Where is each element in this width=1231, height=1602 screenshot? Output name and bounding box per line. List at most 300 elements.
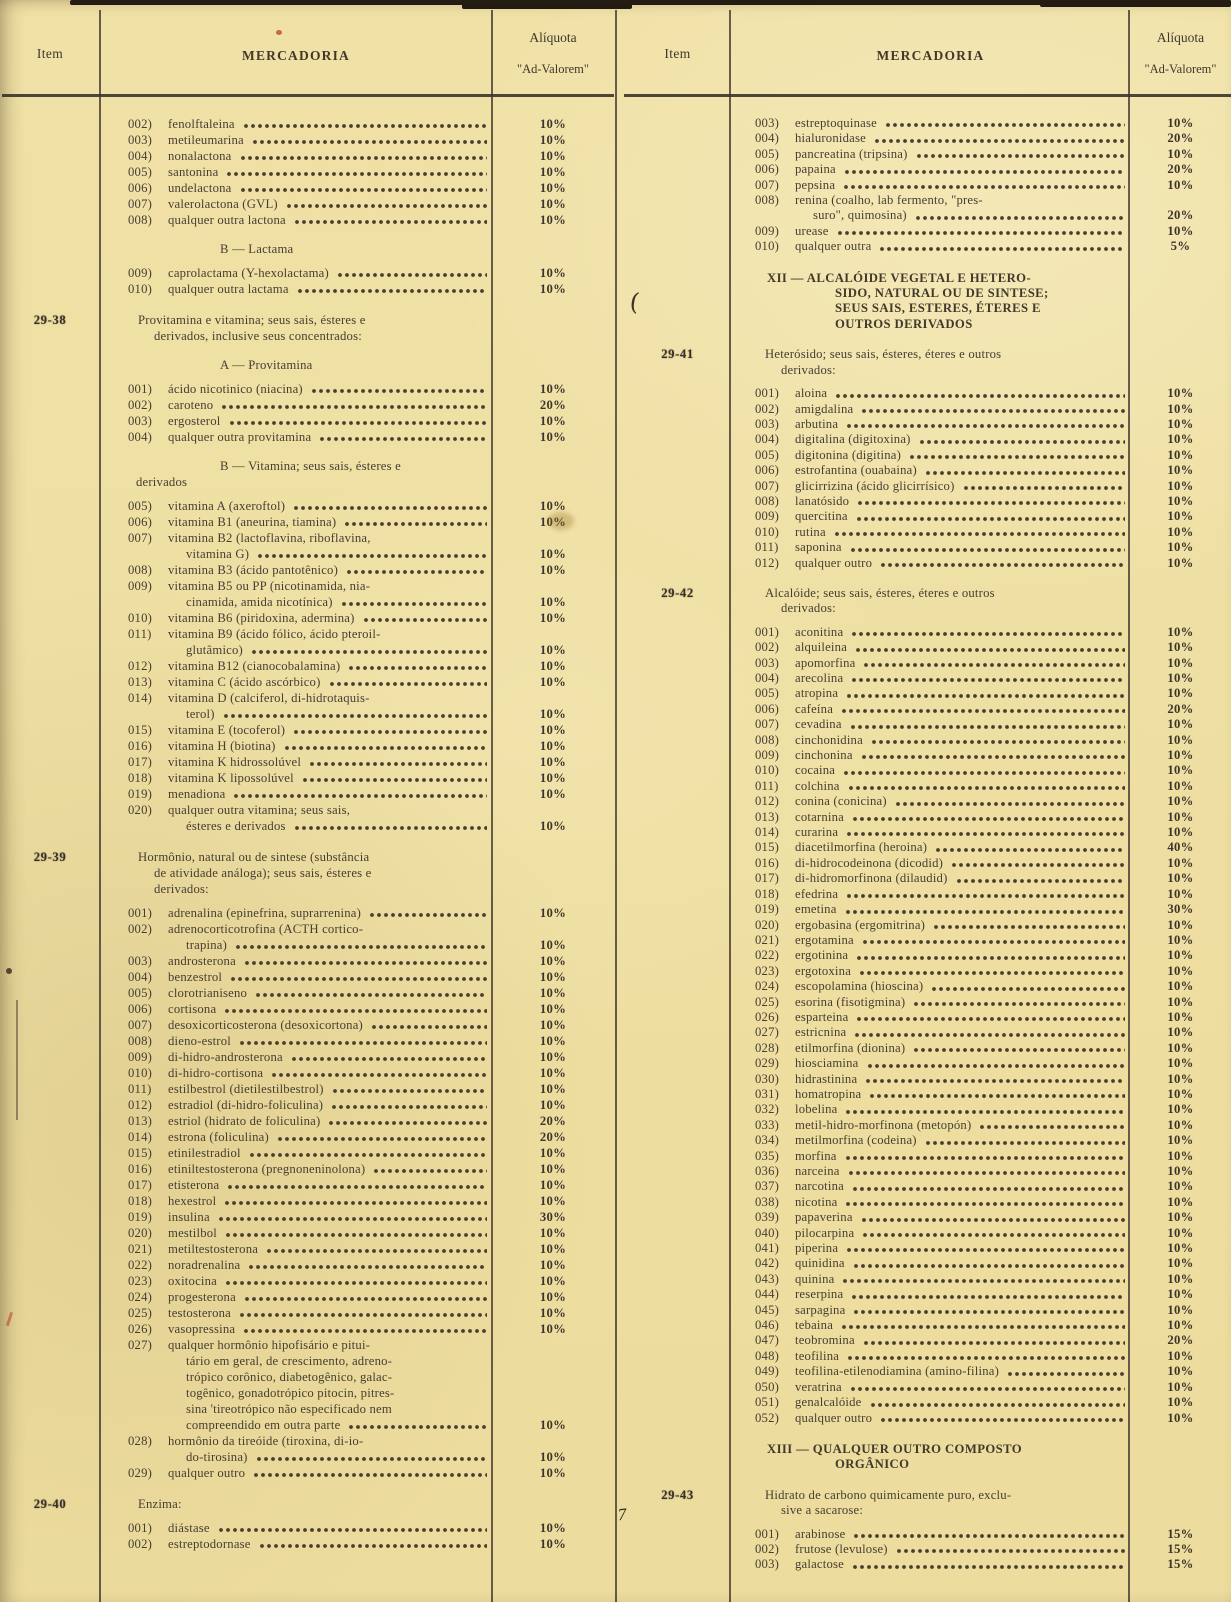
dotted-leader: [369, 912, 487, 918]
row-rate: 10%: [1167, 794, 1194, 809]
table-row-line: [624, 933, 1231, 948]
row-text: frutose (levulose): [795, 1541, 888, 1556]
table-row-line: [624, 856, 1231, 871]
row-rate: 10%: [539, 739, 567, 753]
row-number: 038): [755, 1194, 780, 1209]
dotted-leader: [373, 1168, 487, 1174]
table-row-line: [624, 763, 1231, 778]
row-number: 001): [755, 1526, 780, 1541]
table-row-line: [0, 905, 614, 921]
row-number: 005): [755, 146, 780, 161]
table-row-line: [624, 1411, 1231, 1426]
row-text: veratrina: [795, 1379, 842, 1394]
row-description: [731, 525, 1130, 540]
row-number: 021): [128, 1242, 153, 1256]
row-text: vitamina B6 (piridoxina, adermina): [168, 611, 355, 625]
row-description: [100, 865, 492, 881]
table-row-line: [0, 722, 614, 738]
row-text: androsterona: [168, 954, 236, 968]
dotted-leader: [916, 153, 1125, 159]
row-number: 006): [755, 162, 780, 177]
row-number: 019): [755, 902, 780, 917]
row-text: trópico corônico, diabetogênico, galac-: [186, 1370, 393, 1384]
row-number: 016): [128, 739, 153, 753]
row-number: 008): [128, 563, 153, 577]
row-number: 047): [755, 1333, 780, 1348]
row-rate: 10%: [1167, 1256, 1194, 1271]
row-description: [100, 1081, 492, 1097]
table-row-line: [0, 132, 614, 148]
row-text: alquileina: [795, 640, 848, 655]
row-text: dieno-estrol: [168, 1034, 232, 1048]
dotted-leader: [852, 1186, 1125, 1192]
table-row-line: [624, 1303, 1231, 1318]
table-row-line: [624, 1118, 1231, 1133]
table-row-line: [0, 1113, 614, 1129]
row-rate: 10%: [539, 499, 567, 513]
row-text: digitonina (digitina): [795, 447, 902, 462]
row-number: 009): [755, 509, 780, 524]
row-number: 004): [755, 432, 780, 447]
row-text: togênico, gonadotrópico pitocin, pitres-: [186, 1386, 395, 1400]
dotted-leader: [850, 547, 1125, 553]
dotted-leader: [880, 562, 1125, 568]
row-text: hidrastinina: [795, 1071, 858, 1086]
row-description: [731, 717, 1130, 732]
row-description: [100, 802, 492, 818]
dotted-leader: [846, 893, 1125, 899]
row-description: [100, 1113, 492, 1129]
dotted-leader: [845, 1109, 1125, 1115]
row-description: [100, 578, 492, 594]
dotted-leader: [933, 924, 1125, 930]
row-description: [100, 132, 492, 148]
dotted-leader: [979, 1124, 1125, 1130]
row-rate: 10%: [1167, 1225, 1194, 1240]
column-header-ad-valorem: "Ad-Valorem": [1144, 62, 1217, 76]
row-text: cinchonina: [795, 748, 853, 763]
dotted-leader: [344, 521, 487, 527]
row-text: estreptodornase: [168, 1537, 251, 1551]
row-description: [100, 610, 492, 626]
row-description: [100, 281, 492, 297]
row-text: cinchonidina: [795, 732, 863, 747]
row-description: [731, 1241, 1130, 1256]
row-number: 013): [128, 675, 153, 689]
row-description: [731, 1272, 1130, 1287]
row-text: diacetilmorfina (heroina): [795, 840, 928, 855]
table-row-line: [624, 1010, 1231, 1025]
row-description: [731, 979, 1130, 994]
row-rate: 10%: [1167, 116, 1194, 130]
table-row-line: [0, 578, 614, 594]
row-rate: 10%: [539, 266, 567, 280]
table-row-line: [624, 347, 1231, 362]
row-rate: 10%: [539, 1002, 567, 1016]
row-description: [100, 818, 492, 834]
table-row-line: [0, 1536, 614, 1552]
row-text: metilmorfina (codeina): [795, 1133, 917, 1148]
row-text: esparteina: [795, 1009, 849, 1024]
dotted-leader: [851, 677, 1125, 683]
row-text: hexestrol: [168, 1194, 217, 1208]
row-rate: 10%: [1167, 1348, 1194, 1363]
row-number: 042): [755, 1256, 780, 1271]
table-row-line: [624, 301, 1231, 316]
row-description: [100, 786, 492, 802]
row-number: 012): [755, 794, 780, 809]
dotted-leader: [845, 1155, 1125, 1161]
row-description: [731, 301, 1130, 316]
row-description: [731, 271, 1130, 286]
row-number: 025): [755, 994, 780, 1009]
row-description: [731, 432, 1130, 447]
table-row-line: [624, 417, 1231, 432]
row-description: [731, 748, 1130, 763]
dotted-leader: [227, 1184, 487, 1190]
row-text: teobromina: [795, 1333, 855, 1348]
subsection-heading: [0, 241, 614, 257]
column-header-aliquota: Alíquota: [529, 30, 577, 45]
row-text: desoxicorticosterona (desoxicortona): [168, 1018, 363, 1032]
row-number: 006): [128, 515, 153, 529]
table-row-line: [624, 810, 1231, 825]
row-text: homatropina: [795, 1086, 862, 1101]
row-text: emetina: [795, 902, 837, 917]
table-row-line: [0, 1241, 614, 1257]
row-description: [731, 1133, 1130, 1148]
table-row-line: [0, 754, 614, 770]
row-number: 012): [128, 1098, 153, 1112]
row-rate: 10%: [1167, 540, 1194, 555]
dotted-leader: [913, 1047, 1125, 1053]
row-description: [100, 1369, 492, 1385]
dotted-leader: [225, 1232, 487, 1238]
tariff-rows-block: [624, 116, 1231, 255]
row-description: [731, 1025, 1130, 1040]
row-number: 024): [755, 979, 780, 994]
row-description: [100, 1017, 492, 1033]
table-row-line: [0, 530, 614, 546]
row-description: [731, 448, 1130, 463]
row-rate: 10%: [1167, 1179, 1194, 1194]
row-number: 003): [128, 133, 153, 147]
row-text: valerolactona (GVL): [168, 197, 278, 211]
row-number: 013): [128, 1114, 153, 1128]
row-rate: 10%: [539, 149, 567, 163]
row-text: quercitina: [795, 509, 848, 524]
row-rate: 10%: [1167, 401, 1194, 416]
table-row-line: [624, 840, 1231, 855]
column-header-mercadoria: MERCADORIA: [876, 48, 985, 63]
table-row-line: [624, 432, 1231, 447]
dotted-leader: [363, 617, 488, 623]
row-description: [100, 1305, 492, 1321]
table-row-line: [624, 794, 1231, 809]
row-number: 023): [128, 1274, 153, 1288]
table-row-line: [624, 948, 1231, 963]
row-rate: 10%: [1167, 655, 1194, 670]
row-description: [100, 212, 492, 228]
chapter-heading-line: SEUS SAIS, ESTERES, ÉTERES E: [835, 301, 1041, 316]
row-text: testosterona: [168, 1306, 232, 1320]
row-rate: 10%: [539, 197, 567, 211]
dotted-leader: [854, 1032, 1125, 1038]
row-description: [731, 317, 1130, 332]
row-description: [100, 985, 492, 1001]
left-column-body: [0, 108, 614, 1552]
row-description: [100, 1401, 492, 1417]
row-rate: 10%: [1167, 763, 1194, 778]
table-row-line: [0, 985, 614, 1001]
row-number: 010): [128, 282, 153, 296]
row-description: [100, 474, 492, 490]
table-row-line: [624, 402, 1231, 417]
row-description: [100, 1321, 492, 1337]
row-number: 031): [755, 1086, 780, 1101]
table-row-line: [0, 690, 614, 706]
row-rate: 10%: [1167, 871, 1194, 886]
column-divider: [615, 10, 617, 1602]
row-text: etiniltestosterona (pregnoneninolona): [168, 1162, 366, 1176]
row-text: rutina: [795, 524, 826, 539]
dotted-leader: [925, 1140, 1125, 1146]
row-description: [100, 381, 492, 397]
chapter-heading: [624, 1442, 1231, 1473]
table-row-line: [624, 586, 1231, 601]
dotted-leader: [880, 1417, 1125, 1423]
row-description: [100, 458, 492, 474]
dotted-leader: [895, 801, 1125, 807]
dotted-leader: [856, 516, 1125, 522]
row-rate: 10%: [539, 1258, 567, 1272]
row-rate: 10%: [539, 1066, 567, 1080]
dotted-leader: [844, 169, 1125, 175]
table-row-line: [0, 1017, 614, 1033]
dotted-leader: [856, 1016, 1125, 1022]
dotted-leader: [293, 729, 487, 735]
table-row-line: [624, 979, 1231, 994]
tariff-rows-block: [0, 1520, 614, 1552]
row-number: 027): [755, 1025, 780, 1040]
row-rate: 10%: [539, 986, 567, 1000]
row-number: 002): [755, 401, 780, 416]
row-description: [100, 674, 492, 690]
row-rate: 10%: [1167, 1318, 1194, 1333]
row-rate: 10%: [539, 1306, 567, 1320]
row-number: 025): [128, 1306, 153, 1320]
row-description: [731, 948, 1130, 963]
dotted-leader: [919, 439, 1125, 445]
row-text: vitamina E (tocoferol): [168, 723, 286, 737]
row-text: glutâmico): [186, 643, 243, 657]
row-rate: 10%: [1167, 223, 1194, 238]
dotted-leader: [256, 1456, 487, 1462]
dotted-leader: [1007, 1371, 1125, 1377]
table-row-line: [624, 601, 1231, 616]
row-text: piperina: [795, 1241, 839, 1256]
row-text: suro", quimosina): [813, 208, 907, 223]
row-rate: 10%: [1167, 1148, 1194, 1163]
row-description: [731, 479, 1130, 494]
dotted-leader: [841, 708, 1125, 714]
row-rate: 10%: [539, 595, 567, 609]
row-text: do-tirosina): [186, 1450, 248, 1464]
row-text: terol): [186, 707, 215, 721]
tariff-item: [624, 586, 1231, 617]
row-number: 020): [755, 917, 780, 932]
row-rate: 10%: [539, 755, 567, 769]
row-text: hormônio da tireóide (tiroxina, di-io-: [168, 1434, 364, 1448]
row-rate: 10%: [1167, 509, 1194, 524]
row-text: di-hidro-androsterona: [168, 1050, 283, 1064]
table-row-line: [0, 786, 614, 802]
row-description: [731, 1102, 1130, 1117]
row-text: ergotamina: [795, 932, 854, 947]
tariff-item: [624, 347, 1231, 378]
row-description: [100, 1049, 492, 1065]
table-row-line: [624, 1149, 1231, 1164]
tariff-item: [0, 1496, 614, 1512]
row-text: vitamina G): [186, 547, 250, 561]
row-text: estilbestrol (dietilestilbestrol): [168, 1082, 324, 1096]
row-text: ergotinina: [795, 948, 849, 963]
row-text: ergotoxina: [795, 963, 852, 978]
row-text: estradiol (di-hidro-foliculina): [168, 1098, 324, 1112]
row-description: [731, 640, 1130, 655]
row-description: [731, 386, 1130, 401]
dotted-leader: [235, 944, 487, 950]
dotted-leader: [852, 816, 1125, 822]
dotted-leader: [244, 960, 487, 966]
row-number: 010): [755, 239, 780, 254]
dotted-leader: [853, 1533, 1125, 1539]
dotted-leader: [252, 139, 487, 145]
dotted-leader: [329, 681, 487, 687]
row-number: 020): [128, 803, 153, 817]
table-row-line: [624, 479, 1231, 494]
dotted-leader: [229, 420, 487, 426]
table-row-line: [0, 1305, 614, 1321]
table-row-line: [624, 1380, 1231, 1395]
row-rate: 10%: [539, 707, 567, 721]
row-rate: 10%: [1167, 1241, 1194, 1256]
table-row-line: [0, 381, 614, 397]
row-text: quinidina: [795, 1256, 845, 1271]
chapter-heading-line: XII — ALCALÓIDE VEGETAL E HETERO-: [767, 270, 1032, 285]
row-description: [100, 180, 492, 196]
table-row-line: [624, 317, 1231, 332]
dotted-leader: [863, 1340, 1125, 1346]
table-row-line: [0, 674, 614, 690]
row-rate: 15%: [1167, 1541, 1194, 1556]
row-number: 018): [128, 1194, 153, 1208]
row-description: [731, 856, 1130, 871]
row-text: fenolftaleina: [168, 117, 235, 131]
row-rate: 10%: [539, 117, 567, 131]
table-row-line: [0, 429, 614, 445]
row-description: [731, 494, 1130, 509]
row-number: 026): [128, 1322, 153, 1336]
row-description: [100, 905, 492, 921]
row-text: oxitocina: [168, 1274, 218, 1288]
row-text: metiltestosterona: [168, 1242, 259, 1256]
row-number: 002): [128, 922, 153, 936]
dotted-leader: [896, 1548, 1125, 1554]
row-text: qualquer outro: [795, 1410, 873, 1425]
row-description: [100, 626, 492, 642]
dotted-leader: [853, 1309, 1125, 1315]
dotted-leader: [328, 1120, 487, 1126]
row-rate: 10%: [539, 771, 567, 785]
row-rate: 10%: [1167, 493, 1194, 508]
table-row-line: [0, 953, 614, 969]
row-description: [100, 937, 492, 953]
table-row-line: [0, 802, 614, 818]
dotted-leader: [951, 862, 1125, 868]
row-number: 014): [755, 825, 780, 840]
table-row-line: [0, 1225, 614, 1241]
dotted-leader: [257, 553, 487, 559]
row-rate: 10%: [539, 1290, 567, 1304]
dotted-leader: [223, 713, 487, 719]
table-row-line: [624, 525, 1231, 540]
table-row-line: [0, 1353, 614, 1369]
row-number: 015): [128, 723, 153, 737]
table-row-line: [624, 1056, 1231, 1071]
row-description: [100, 1193, 492, 1209]
row-description: [100, 429, 492, 445]
table-row-line: [0, 849, 614, 865]
row-text: qualquer outro: [795, 555, 873, 570]
right-column-body: [624, 108, 1231, 1573]
dotted-leader: [843, 770, 1125, 776]
row-text: ergosterol: [168, 414, 221, 428]
row-description: [731, 733, 1130, 748]
table-row-line: [0, 474, 614, 490]
row-number: 015): [128, 1146, 153, 1160]
row-description: [731, 417, 1130, 432]
row-text: glicirrizina (ácido glicirrísico): [795, 478, 955, 493]
dotted-leader: [862, 939, 1125, 945]
row-rate: 10%: [539, 675, 567, 689]
table-row-line: [624, 1457, 1231, 1472]
dotted-leader: [871, 739, 1125, 745]
row-description: [731, 1179, 1130, 1194]
row-description: [100, 530, 492, 546]
row-description: [100, 1289, 492, 1305]
table-row-line: [624, 540, 1231, 555]
dotted-leader: [297, 288, 487, 294]
row-number: 036): [755, 1164, 780, 1178]
row-rate: 10%: [539, 723, 567, 737]
row-description: [731, 1527, 1130, 1542]
row-number: 020): [128, 1226, 153, 1240]
row-description: [100, 148, 492, 164]
row-number: 005): [128, 986, 153, 1000]
row-text: conina (conicina): [795, 794, 887, 809]
row-rate: 10%: [539, 282, 567, 296]
row-description: [731, 131, 1130, 146]
row-text: nicotina: [795, 1194, 838, 1209]
row-description: [731, 779, 1130, 794]
item-code-cell: 29-41: [661, 347, 694, 362]
dotted-leader: [925, 470, 1125, 476]
row-description: [100, 1385, 492, 1401]
row-rate: 10%: [539, 970, 567, 984]
row-description: [731, 1087, 1130, 1102]
row-text: papaina: [795, 162, 836, 177]
